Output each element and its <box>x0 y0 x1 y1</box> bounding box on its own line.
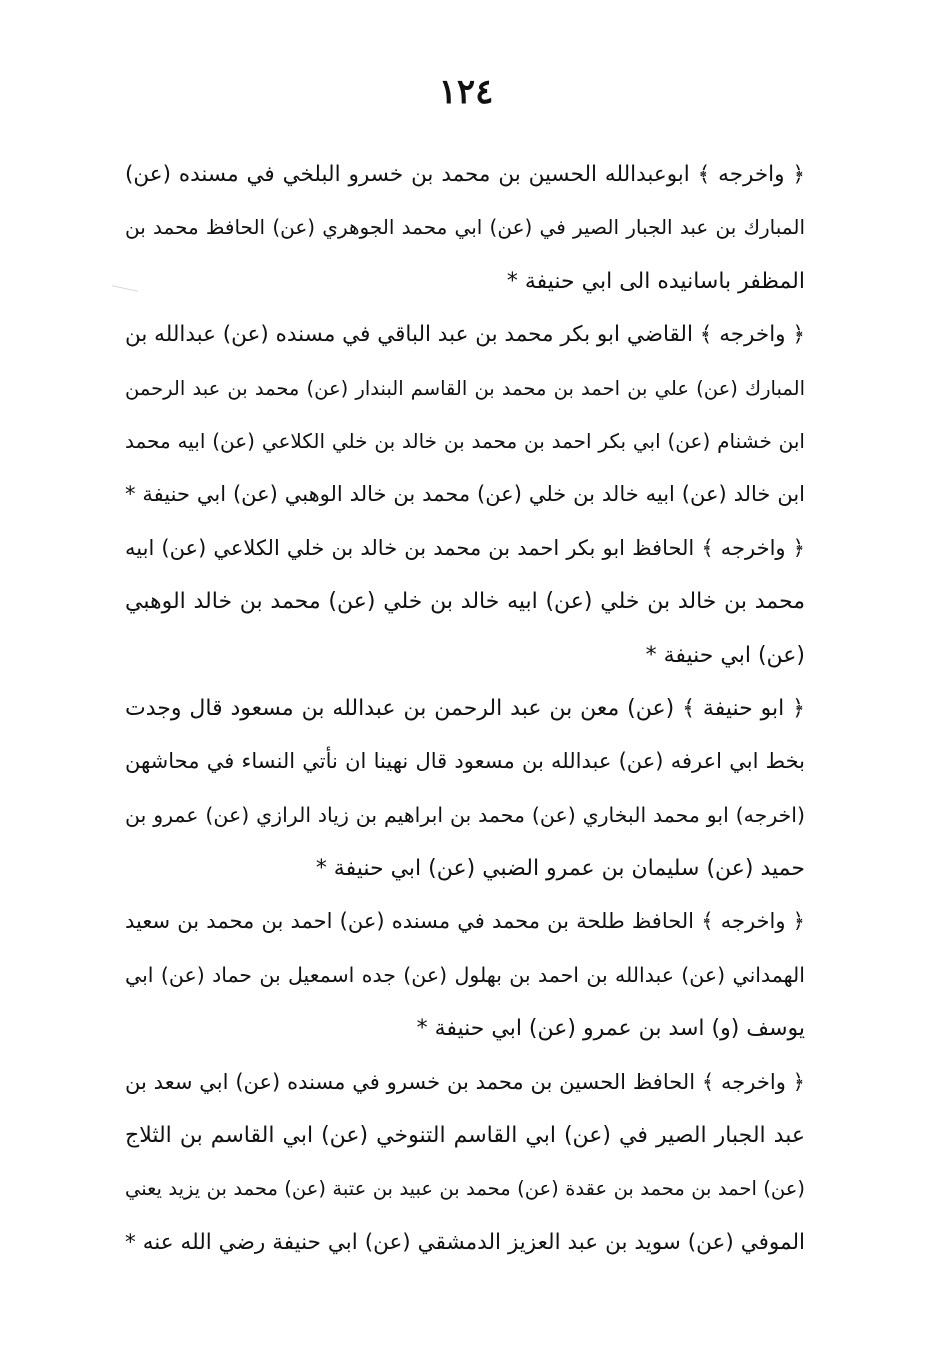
text-line: ابن خالد (عن) ابيه خالد بن خلي (عن) محمد بن خالد الوهبي (عن) ابي حنيفة * <box>125 482 805 507</box>
text-line: ﴿ واخرجه ﴾ ابوعبدالله الحسين بن محمد بن خسرو البلخي في مسنده (عن) <box>125 162 805 187</box>
text-line: عبد الجبار الصير في (عن) ابي القاسم التنوخي (عن) ابي القاسم بن الثلاج <box>125 1123 805 1149</box>
text-line: ابن خشنام (عن) ابي بكر احمد بن محمد بن خالد بن خلي الكلاعي (عن) ابيه محمد <box>125 428 805 453</box>
text-line: حميد (عن) سليمان بن عمرو الضبي (عن) ابي حنيفة * <box>315 856 805 882</box>
text-line: المبارك بن عبد الجبار الصير في (عن) ابي محمد الجوهري (عن) الحافظ محمد بن <box>125 215 805 240</box>
text-line: (اخرجه) ابو محمد البخاري (عن) محمد بن ابراهيم بن زياد الرازي (عن) عمرو بن <box>125 802 805 827</box>
text-line: يوسف (و) اسد بن عمرو (عن) ابي حنيفة * <box>416 1016 805 1042</box>
text-line: ﴿ واخرجه ﴾ الحافظ الحسين بن محمد بن خسرو في مسنده (عن) ابي سعد بن <box>125 1069 805 1094</box>
main-text <box>125 148 805 1269</box>
text-line: المظفر باسانيده الى ابي حنيفة * <box>506 268 805 294</box>
text-line: ﴿ ابو حنيفة ﴾ (عن) معن بن عبد الرحمن بن عبدالله بن مسعود قال وجدت <box>125 695 805 721</box>
page-number: ١٢٤ <box>438 72 494 112</box>
text-line: (عن) ابي حنيفة * <box>645 642 805 668</box>
text-line: ﴿ واخرجه ﴾ القاضي ابو بكر محمد بن عبد الباقي في مسنده (عن) عبدالله بن <box>125 322 805 348</box>
text-line: بخط ابي اعرفه (عن) عبدالله بن مسعود قال نهينا ان نأتي النساء في محاشهن <box>125 749 805 774</box>
text-line: ﴿ واخرجه ﴾ الحافظ طلحة بن محمد في مسنده (عن) احمد بن محمد بن سعيد <box>125 909 805 934</box>
text-line: ﴿ واخرجه ﴾ الحافظ ابو بكر احمد بن محمد بن خالد بن خلي الكلاعي (عن) ابيه <box>125 535 805 560</box>
text-line: (عن) احمد بن محمد بن عقدة (عن) محمد بن عبيد بن عتبة (عن) محمد بن يزيد يعني <box>125 1177 805 1201</box>
text-line: الموفي (عن) سويد بن عبد العزيز الدمشقي (عن) ابي حنيفة رضي الله عنه * <box>125 1229 805 1255</box>
text-line: المبارك (عن) علي بن احمد بن محمد بن القاسم البندار (عن) محمد بن عبد الرحمن <box>125 376 805 400</box>
text-line: محمد بن خالد بن خلي (عن) ابيه خالد بن خلي (عن) محمد بن خالد الوهبي <box>125 589 805 615</box>
text-line: الهمداني (عن) عبدالله بن احمد بن بهلول (عن) جده اسمعيل بن حماد (عن) ابي <box>125 962 805 987</box>
